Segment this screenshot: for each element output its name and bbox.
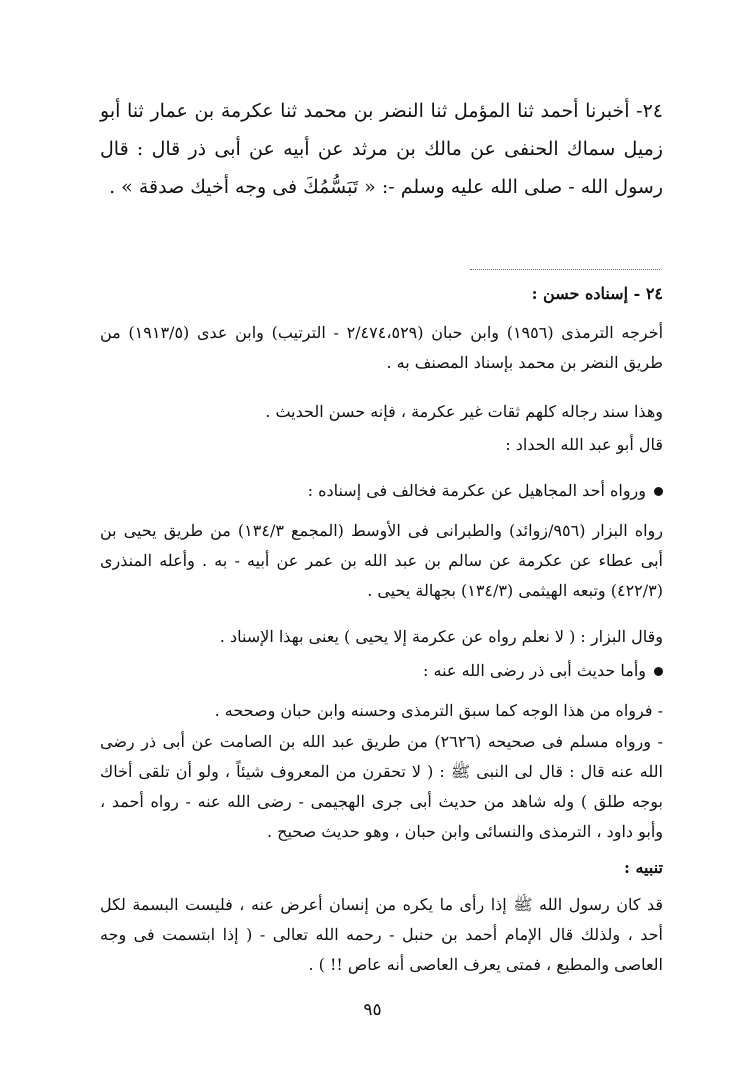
bullet-icon [654, 487, 663, 496]
bullet-text: وأما حديث أبى ذر رضى الله عنه : [423, 661, 646, 680]
note-paragraph: قد كان رسول الله ﷺ إذا رأى ما يكره من إنسان أعرض عنه ، فليست البسمة لكل أحد ، ولذلك قال الإمام أحمد بن حنبل - رحمه الله تعالى - ( إذا ابتسمت فى وجه العاصى والمطيع ، فمتى يعرف العاصى أنه عاص !! ) . [100, 895, 663, 974]
commentary-heading: ٢٤ - إسناده حسن : [531, 284, 663, 303]
commentary-paragraph: رواه البزار (٩٥٦/زوائد) والطبرانى فى الأوسط (المجمع ١٣٤/٣) من طريق يحيى بن أبى عطاء عن عكرمة عن سالم بن عبد الله بن عمر عن أبيه - به . وأعله المنذرى (٤٢٢/٣) وتبعه الهيثمى (١٣٤/٣) بجهالة يحيى . [100, 521, 664, 600]
bullet-paragraph [300, 476, 663, 506]
hadith-text: ٢٤- أخبرنا أحمد ثنا المؤمل ثنا النضر بن محمد ثنا عكرمة بن عمار ثنا أبو زميل سماك الحنفى عن مالك بن مرثد عن أبيه عن أبى ذر قال : قال رسول الله - صلى الله عليه وسلم -: « تَبَسُّمُكَ فى وجه أخيك صدقة » . [100, 100, 663, 198]
bullet-icon [654, 667, 663, 676]
page-number: ٩٥ [363, 1000, 382, 1020]
bullet-text: ورواه أحد المجاهيل عن عكرمة فخالف فى إسناده : [307, 481, 646, 500]
footnote-divider [470, 269, 660, 270]
commentary-paragraph: قال أبو عبد الله الحداد : [505, 435, 663, 454]
commentary-paragraph: وقال البزار : ( لا نعلم رواه عن عكرمة إلا يحيى ) يعنى بهذا الإسناد . [219, 627, 663, 646]
commentary-paragraph: وهذا سند رجاله كلهم ثقات غير عكرمة ، فإنه حسن الحديث . [265, 402, 663, 421]
bullet-paragraph [300, 656, 663, 686]
commentary-paragraph: أخرجه الترمذى (١٩٥٦) وابن حبان (٢/٤٧٤،٥٢٩ - الترتيب) وابن عدى (١٩١٣/٥) من طريق النضر بن محمد بإسناد المصنف به . [100, 323, 664, 372]
note-heading: تنبيه : [624, 858, 663, 877]
commentary-paragraph: - ورواه مسلم فى صحيحه (٢٦٢٦) من طريق عبد الله بن الصامت عن أبى ذر رضى الله عنه قال : قال لى النبى ﷺ : ( لا تحقرن من المعروف شيئاً ، ولو أن تلقى أخاك بوجه طلق ) وله شاهد من حديث أبى جرى الهجيمى - رضى الله عنه - رواه أحمد ، وأبو داود ، الترمذى والنسائى وابن حبان ، وهو حديث صحيح . [100, 732, 664, 841]
commentary-paragraph: - فرواه من هذا الوجه كما سبق الترمذى وحسنه وابن حبان وصححه . [214, 701, 663, 720]
